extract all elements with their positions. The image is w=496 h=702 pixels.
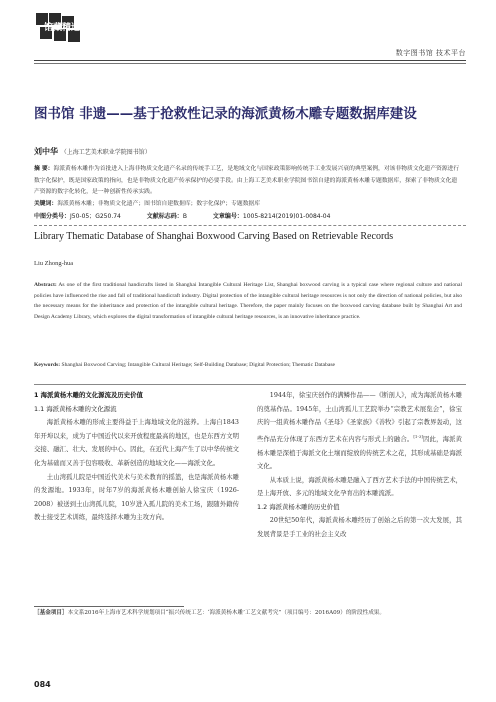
author-line xyxy=(34,146,151,157)
body-column-left xyxy=(34,389,239,525)
paragraph: 从本质上说，海派黄杨木雕是融入了西方艺术手法的中国传统艺术，是上海开放、多元的地域文化孕育出的本雕流派。 xyxy=(257,475,462,498)
header-rule-thin xyxy=(34,63,466,64)
journal-section: 数字图书馆 技术平台 xyxy=(395,49,466,57)
keywords-label: 关键词： xyxy=(34,200,58,207)
articleno-field: 文章编号：1005-8214(2019)01-0084-04 xyxy=(212,213,331,220)
author-affiliation: （上海工艺美术职业学院图书馆） xyxy=(60,149,151,156)
subsection-heading-1-1: 1.1 海派黄杨木雕的文化源流 xyxy=(34,404,117,413)
paragraph: 海派黄杨木雕的形成主要得益于上海地域文化的滋养。上海自1843年开埠以来，成为了中国近代以来开放程度最高的地区，也是东西方文明交接、融汇、壮大、发展的中心。因此，在近代上海产生了以中华传统文化为基础而又善于包容吸收、革新创造的地域文化——海派文化。 xyxy=(34,418,239,467)
english-abstract-text: As one of the first traditional handicrafts listed in Shanghai Intangible Cultural Heritage List, Shanghai boxwood carving is a typical case where regional culture and national policies have influenced the rise and fall of traditional handicraft industry. Digital protection of the intangible cultural heritage resources is not only the direction of national policies, but also the necessary means for the inheritance and protection of the intangible cultural heritage. Therefore, the paper mainly focuses on the boxwood carving database built by Shanghai Art and Design Academy Library, which explores the digital transformation of intangible cultural heritage resources, is an innovative inheritance practice. xyxy=(34,282,462,320)
classification-row xyxy=(34,211,354,220)
paragraph: 1944年，徐宝庆创作的满鳞作品——《断剖人》，成为海派黄杨木雕的奠基作品。1945年，土山湾孤儿工艺院举办“宗教艺术展览会”，徐宝庆的一组黄杨木雕作品《圣母》《圣家族》《善牧》引起了宗教界轰动，这些作品充分体现了东西方艺术在内容与形式上的融合。[1-3]因此，海派黄杨木雕是深植于海派文化土壤而绽放的传统艺术之花，其形成基础是海派文化。 xyxy=(257,391,463,471)
abstract-label: 摘 要： xyxy=(34,166,54,172)
body-column-right xyxy=(257,389,462,542)
section-divider xyxy=(34,384,466,385)
english-abstract-label: Abstract: xyxy=(34,282,57,288)
article-title: 图书馆 非遗——基于抢救性记录的海派黄杨木雕专题数据库建设 xyxy=(34,106,417,122)
english-abstract xyxy=(34,280,462,322)
footnote-rule xyxy=(34,606,184,607)
english-keywords xyxy=(34,360,462,371)
section-heading-1: 1 海派黄杨木雕的文化源流及历史价值 xyxy=(34,391,143,399)
doccode-field: 文献标志码：B xyxy=(146,213,187,220)
footnote-label: ［基金项目］ xyxy=(34,610,68,616)
english-title: Library Thematic Database of Shanghai Boxwood Carving Based on Retrievable Records xyxy=(34,231,394,242)
paragraph: 土山湾孤儿院是中国近代美术与美术教育的摇篮，也是海派黄杨木雕的发源地。1933年，时年7岁的海派黄杨木雕创始人徐宝庆（1926-2008）被送到土山湾孤儿院，10岁进入孤儿院的美术工场，跟随外籍传教士接受艺术训练，最终选择木雕为主攻方向。 xyxy=(34,472,239,522)
citation: [1-3] xyxy=(413,433,423,439)
dashed-divider xyxy=(34,225,466,226)
abstract-text: 海派黄杨木雕作为首批进入上海非物质文化遗产名录的传统手工艺，是地域文化与国家政策影响传统手工业发展兴衰的典型案例，对该非物质文化遗产资源进行数字化保护，既是国家政策的指向，也是非物质文化遗产传承保护的必要手段。由上海工艺美术职业学院图书馆自建的海派黄杨木雕专题数据库，探索了非物质文化遗产资源的数字化转化，是一种创新性传承实践。 xyxy=(34,166,460,195)
english-keywords-label: Keywords: xyxy=(34,362,61,368)
author-name: 刘中华 xyxy=(34,147,58,156)
funding-footnote xyxy=(34,608,462,618)
subsection-heading-1-2: 1.2 海派黄杨木雕的历史价值 xyxy=(257,502,340,511)
abstract-cn xyxy=(34,164,462,210)
page-number: 084 xyxy=(34,680,51,689)
keywords-text: 海派黄杨木雕；非物质文化遗产；图书馆自建数据库；数字化保护；专题数据库 xyxy=(57,200,261,207)
english-author: Liu Zhong-hua xyxy=(34,260,74,267)
clc-field: 中图分类号：J50-05；G250.74 xyxy=(34,213,121,220)
logo-text: 馆藏精选 xyxy=(43,23,81,33)
header-rule xyxy=(34,60,466,61)
paragraph: 20世纪50年代，海派黄杨木雕经历了创始之后的第一次大发展，其发展背景是手工业的社会主义改 xyxy=(257,516,462,539)
english-keywords-text: Shanghai Boxwood Carving; Intangible Cultural Heritage; Self-Building Database; Digital Protection; Thematic Database xyxy=(61,362,335,368)
footnote-text: 本文系2016年上海市艺术科学规划项目“振兴传统工艺：‘海派黄杨木雕’工艺文献考究”（项目编号：2016A09）的阶段性成果。 xyxy=(67,610,385,616)
journal-logo xyxy=(34,10,90,44)
